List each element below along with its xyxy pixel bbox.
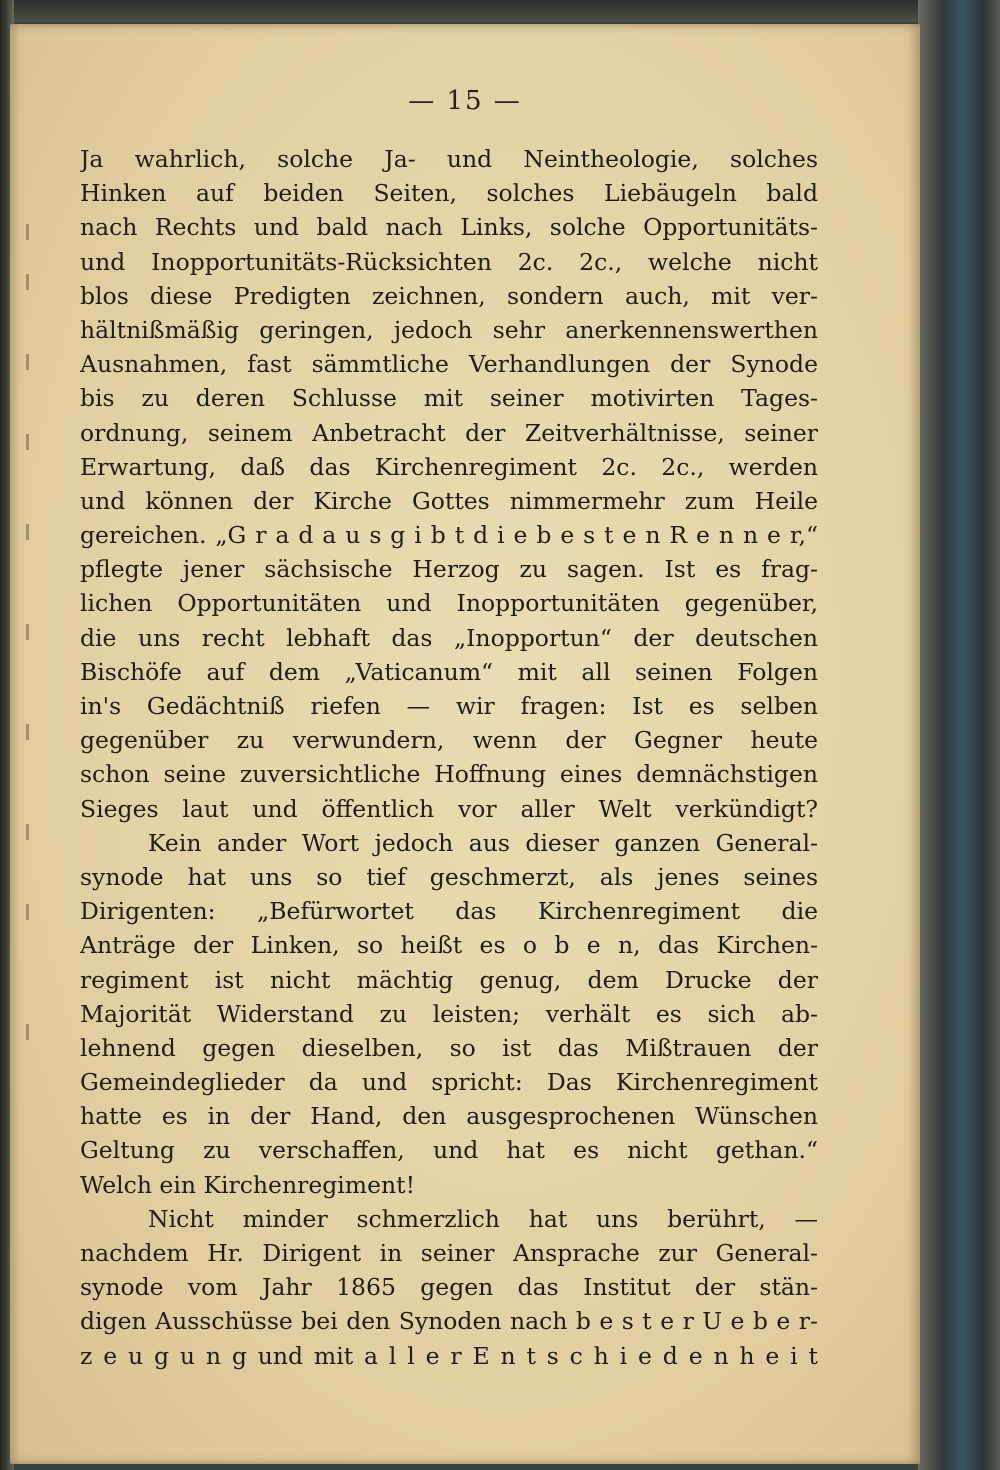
margin-marks	[26, 204, 42, 1104]
text-line: und Inopportunitäts-Rücksichten 2c. 2c., welche nicht	[80, 247, 818, 276]
text-line: Anträge der Linken, so heißt es o b e n, das Kirchen-	[80, 931, 818, 960]
book-binding-top	[0, 0, 1000, 22]
text-line: die uns recht lebhaft das „Inopportun“ der deutschen	[80, 623, 818, 652]
text-line: synode hat uns so tief geschmerzt, als jenes seines	[80, 862, 818, 891]
text-line: ordnung, seinem Anbetracht der Zeitverhältnisse, seiner	[80, 418, 818, 447]
text-line: Ausnahmen, fast sämmtliche Verhandlungen der Synode	[80, 350, 818, 379]
text-line: Bischöfe auf dem „Vaticanum“ mit all seinen Folgen	[80, 657, 818, 686]
text-line: digen Ausschüsse bei den Synoden nach b e s t e r U e b e r-	[80, 1307, 818, 1336]
book-binding-right	[918, 0, 1000, 1470]
text-line: gegenüber zu verwundern, wenn der Gegner heute	[80, 726, 818, 755]
page-number: — 15 —	[408, 86, 522, 116]
text-line: in's Gedächtniß riefen — wir fragen: Ist es selben	[80, 692, 818, 720]
text-line: Nicht minder schmerzlich hat uns berührt, —	[148, 1204, 818, 1233]
text-line: Welch ein Kirchenregiment!	[80, 1170, 416, 1199]
body-text	[80, 142, 818, 1373]
text-line: z e u g u n g und mit a l l e r E n t s c h i e d e n h e i t	[80, 1341, 818, 1370]
text-line: bis zu deren Schlusse mit seiner motivirten Tages-	[80, 384, 818, 413]
text-line: gereichen. „G r a d a u s g i b t d i e b e s t e n R e n n e r,“	[80, 521, 818, 550]
text-line: lichen Opportunitäten und Inopportunitäten gegenüber,	[80, 589, 818, 618]
text-line: und können der Kirche Gottes nimmermehr zum Heile	[80, 486, 818, 515]
text-line: hatte es in der Hand, den ausgesprochenen Wünschen	[80, 1102, 818, 1131]
text-line: Sieges laut und öffentlich vor aller Welt verkündigt?	[80, 794, 818, 823]
text-line: pflegte jener sächsische Herzog zu sagen. Ist es frag-	[80, 555, 818, 584]
text-line: Hinken auf beiden Seiten, solches Liebäugeln bald	[80, 179, 818, 208]
text-line: nachdem Hr. Dirigent in seiner Ansprache zur General-	[80, 1239, 818, 1267]
book-page	[10, 24, 920, 1464]
text-line: Geltung zu verschaffen, und hat es nicht gethan.“	[80, 1136, 818, 1165]
text-line: Majorität Widerstand zu leisten; verhält es sich ab-	[80, 999, 818, 1028]
text-line: blos diese Predigten zeichnen, sondern auch, mit ver-	[80, 281, 818, 310]
text-line: regiment ist nicht mächtig genug, dem Drucke der	[80, 965, 818, 994]
text-line: Erwartung, daß das Kirchenregiment 2c. 2c., werden	[80, 452, 818, 481]
text-line: lehnend gegen dieselben, so ist das Mißtrauen der	[80, 1033, 818, 1062]
text-line: Kein ander Wort jedoch aus dieser ganzen General-	[148, 828, 818, 857]
text-line: synode vom Jahr 1865 gegen das Institut der stän-	[80, 1273, 818, 1302]
text-line: schon seine zuversichtliche Hoffnung eines demnächstigen	[80, 760, 818, 789]
text-line: Gemeindeglieder da und spricht: Das Kirchenregiment	[80, 1068, 818, 1097]
text-line: Dirigenten: „Befürwortet das Kirchenregiment die	[80, 897, 818, 926]
text-line: Ja wahrlich, solche Ja- und Neintheologie, solches	[80, 145, 818, 173]
text-line: hältnißmäßig geringen, jedoch sehr anerkennenswerthen	[80, 315, 818, 344]
text-line: nach Rechts und bald nach Links, solche Opportunitäts-	[80, 213, 818, 242]
